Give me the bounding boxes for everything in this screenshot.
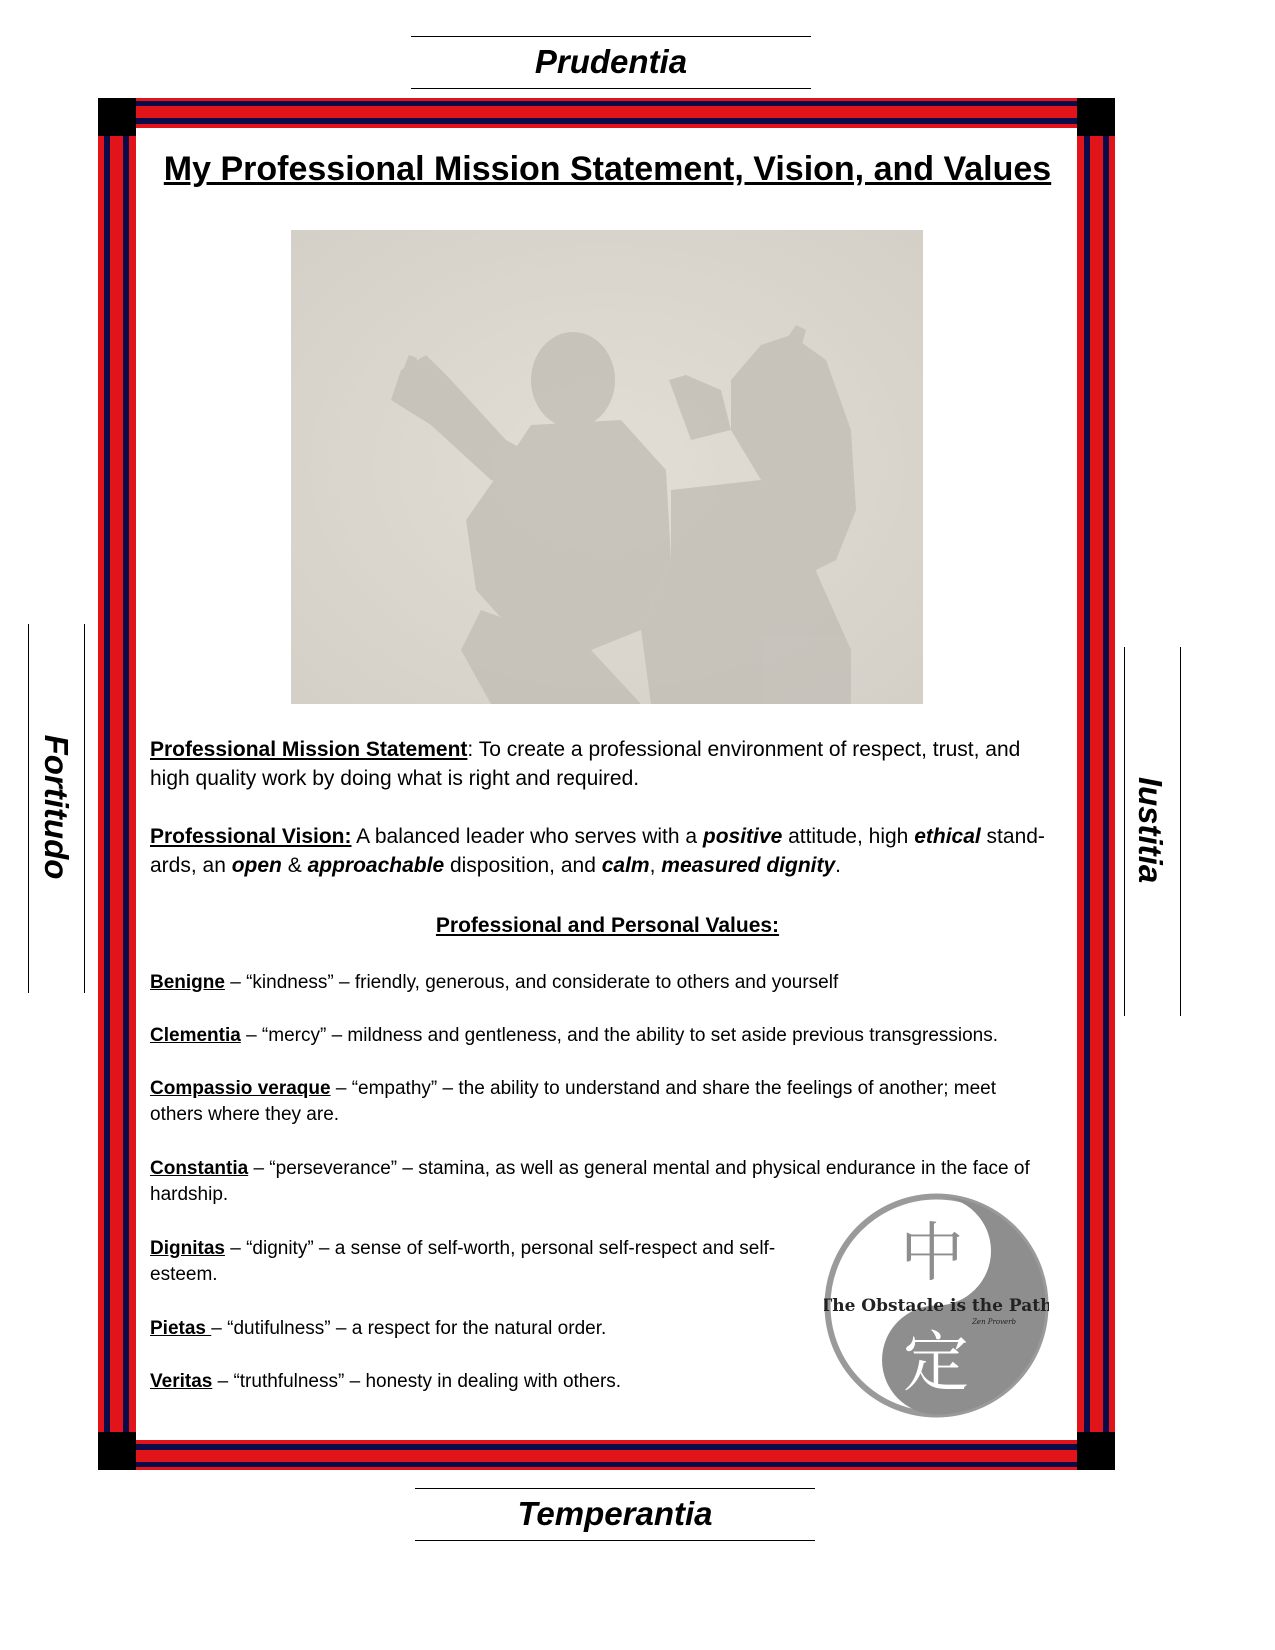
value-item-clementia	[150, 1023, 1065, 1049]
vision-text: &	[281, 854, 308, 877]
value-item-benigne	[150, 970, 1065, 996]
logo-glyph-bottom: 定	[903, 1324, 969, 1401]
values-heading: Professional and Personal Values:	[435, 914, 780, 937]
statue-image	[291, 230, 923, 704]
logo-attribution: Zen Proverb	[972, 1318, 1016, 1326]
vision-label: Professional Vision:	[150, 825, 352, 848]
mission-label: Professional Mission Statement	[150, 738, 468, 761]
vision-text: ,	[649, 854, 662, 877]
value-item-veritas	[150, 1369, 815, 1395]
frame-stripe	[98, 1462, 1115, 1467]
value-description: – “mercy” – mildness and gentleness, and the ability to set aside previous transgressions.	[240, 1025, 999, 1046]
value-description: – “dignity” – a sense of self-worth, personal self-respect and self-esteem.	[150, 1238, 776, 1285]
left-rule-inner	[84, 624, 85, 993]
value-term: Veritas	[150, 1371, 213, 1392]
vision-text: .	[835, 854, 842, 877]
value-term: Constantia	[150, 1158, 249, 1179]
mission-text: : To create a professional environment of respect, trust, and high quality work by doing what is right and required.	[150, 738, 1021, 790]
value-term: Clementia	[150, 1025, 241, 1046]
frame-corner	[98, 1432, 136, 1470]
vision-text: attitude, high	[782, 825, 915, 848]
frame-stripe	[98, 118, 1115, 124]
mission-statement	[150, 735, 1065, 793]
frame-stripe	[98, 101, 1115, 106]
frame-stripe	[1084, 98, 1090, 1470]
left-rule-outer	[28, 624, 29, 993]
vision-emphasis: approachable	[307, 854, 445, 877]
top-rule-lower	[411, 88, 811, 89]
vision-emphasis: open	[231, 854, 282, 877]
vision-text: stand-ards, an	[150, 825, 1045, 877]
value-item-pietas	[150, 1316, 815, 1342]
value-description: – “kindness” – friendly, generous, and considerate to others and yourself	[224, 972, 839, 993]
vision-emphasis: positive	[702, 825, 783, 848]
value-description: – “truthfulness” – honesty in dealing with others.	[212, 1371, 622, 1392]
value-description: – “perseverance” – stamina, as well as general mental and physical endurance in the face of hardship.	[150, 1158, 1030, 1205]
value-term: Dignitas	[150, 1238, 225, 1259]
vision-emphasis: calm	[601, 854, 650, 877]
value-item-dignitas	[150, 1236, 815, 1288]
frame-stripe	[98, 1444, 1115, 1450]
right-rule-inner	[1180, 647, 1181, 1016]
page-title: My Professional Mission Statement, Vision, and Values	[163, 150, 1052, 188]
frame-stripe	[123, 98, 129, 1470]
vision-text: A balanced leader who serves with a	[351, 825, 703, 848]
frame-corner	[1077, 1432, 1115, 1470]
value-description: – “dutifulness” – a respect for the natural order.	[211, 1318, 607, 1339]
bottom-rule-upper	[415, 1488, 815, 1489]
virtue-label-prudentia: Prudentia	[534, 43, 688, 80]
value-item-compassio-veraque	[150, 1076, 1050, 1128]
right-rule-outer	[1124, 647, 1125, 1016]
vision-emphasis: measured dignity	[661, 854, 836, 877]
vision-statement	[150, 822, 1065, 880]
value-description: – “empathy” – the ability to understand and share the feelings of another; meet others where they are.	[150, 1078, 996, 1125]
yin-yang-logo	[824, 1193, 1049, 1418]
value-term: Pietas	[150, 1318, 212, 1339]
frame-stripe	[104, 98, 110, 1470]
logo-motto: The Obstacle is the Path	[824, 1296, 1049, 1316]
bottom-rule-lower	[415, 1540, 815, 1541]
virtue-label-iustitia: Iustitia	[1132, 776, 1169, 884]
value-term: Benigne	[150, 972, 225, 993]
frame-stripe	[1103, 98, 1109, 1470]
frame-corner	[98, 98, 136, 136]
frame-corner	[1077, 98, 1115, 136]
virtue-label-fortitudo: Fortitudo	[38, 734, 75, 880]
value-term: Compassio veraque	[150, 1078, 331, 1099]
vision-emphasis: ethical	[914, 825, 981, 848]
top-rule-upper	[411, 36, 811, 37]
logo-glyph-top: 中	[900, 1217, 964, 1291]
virtue-label-temperantia: Temperantia	[517, 1495, 713, 1532]
vision-text: disposition, and	[444, 854, 602, 877]
